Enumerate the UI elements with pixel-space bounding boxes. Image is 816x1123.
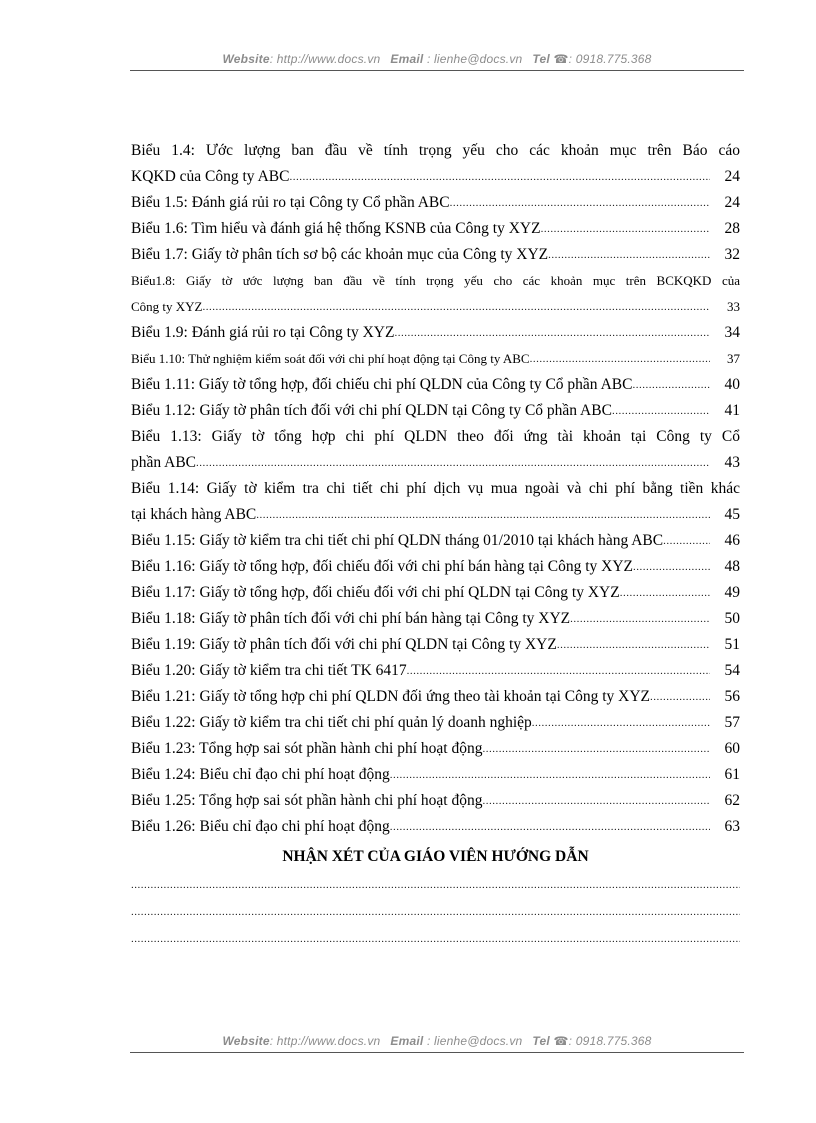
leader-dots	[633, 554, 710, 580]
header-tel-value: : 0918.775.368	[568, 52, 652, 66]
header-tel-label: Tel	[532, 52, 550, 66]
leader-dots	[450, 190, 710, 216]
toc-entry-text: Biểu 1.24: Biểu chỉ đạo chi phí hoạt động	[131, 766, 390, 783]
comment-line	[131, 926, 740, 953]
toc-entry-text: Biểu 1.17: Giấy tờ tổng hợp, đối chiếu đối với chi phí QLDN tại Công ty XYZ	[131, 584, 620, 601]
footer-email-value[interactable]: : lienhe@docs.vn	[426, 1034, 523, 1048]
toc-entry-page: 40	[724, 376, 740, 393]
leader-dots	[289, 164, 710, 190]
footer-email-label: Email	[390, 1034, 424, 1048]
leader-dots	[390, 762, 710, 788]
footer-tel-label: Tel	[532, 1034, 550, 1048]
leader-dots	[570, 606, 710, 632]
toc-entry[interactable]	[131, 320, 740, 346]
toc-entry[interactable]	[131, 190, 740, 216]
toc-entry-page: 45	[724, 506, 740, 523]
toc-entry-text: Biểu 1.5: Đánh giá rủi ro tại Công ty Cổ phần ABC	[131, 194, 450, 211]
comment-line	[131, 899, 740, 926]
footer-rule	[130, 1052, 744, 1053]
toc-entry-text: Biểu 1.16: Giấy tờ tổng hợp, đối chiếu đối với chi phí bán hàng tại Công ty XYZ	[131, 558, 634, 575]
toc-entry[interactable]	[131, 710, 740, 736]
leader-dots	[390, 814, 710, 840]
toc-entry[interactable]	[131, 138, 740, 190]
toc-entry-page: 63	[724, 818, 740, 835]
toc-entry-text: Biểu 1.13: Giấy tờ tổng hợp chi phí QLDN theo đối ứng tài khoản tại Công ty Cổ	[131, 428, 740, 445]
toc-entry-text-cont: Công ty XYZ	[131, 299, 203, 314]
page-footer	[130, 1034, 744, 1048]
toc-entry-page: 49	[724, 584, 740, 601]
leader-dots	[620, 580, 710, 606]
header-email-label: Email	[390, 52, 424, 66]
toc-entry-text: Biểu 1.23: Tổng hợp sai sót phần hành chi phí hoạt động	[131, 740, 483, 757]
toc-entry-page: 33	[727, 299, 740, 314]
header-email-value[interactable]: : lienhe@docs.vn	[426, 52, 523, 66]
toc-entry-page: 61	[724, 766, 740, 783]
toc-entry[interactable]	[131, 242, 740, 268]
toc-entry-text: Biểu 1.6: Tìm hiểu và đánh giá hệ thống KSNB của Công ty XYZ	[131, 220, 541, 237]
toc-entry-page: 54	[724, 662, 740, 679]
footer-website-value[interactable]: : http://www.docs.vn	[269, 1034, 381, 1048]
leader-dots	[407, 658, 710, 684]
leader-dots	[256, 502, 710, 528]
page-header	[130, 52, 744, 66]
toc-entry-page: 57	[724, 714, 740, 731]
phone-icon: ☎	[553, 52, 569, 66]
toc-entry[interactable]	[131, 788, 740, 814]
toc-entry-page: 43	[724, 454, 740, 471]
leader-dots	[612, 398, 710, 424]
toc-entry-text: Biểu 1.18: Giấy tờ phân tích đối với chi phí bán hàng tại Công ty XYZ	[131, 610, 571, 627]
toc-entry-text: Biểu 1.10: Thử nghiệm kiểm soát đối với chi phí hoạt động tại Công ty ABC	[131, 351, 530, 366]
toc-entry[interactable]	[131, 372, 740, 398]
toc-entry[interactable]	[131, 398, 740, 424]
toc-entry-text-cont: KQKD của Công ty ABC	[131, 168, 290, 185]
toc-entry[interactable]	[131, 580, 740, 606]
toc-entry-text: Biểu1.8: Giấy tờ ước lượng ban đầu về tính trọng yếu cho các khoản mục trên BCKQKD của	[131, 273, 740, 288]
toc-entry-text: Biểu 1.22: Giấy tờ kiểm tra chi tiết chi phí quản lý doanh nghiệp	[131, 714, 532, 731]
toc-entry[interactable]	[131, 476, 740, 528]
leader-dots	[203, 294, 711, 320]
toc-entry-text: Biểu 1.25: Tổng hợp sai sót phần hành chi phí hoạt động	[131, 792, 483, 809]
toc-entry[interactable]	[131, 424, 740, 476]
toc-entry-page: 46	[724, 532, 740, 549]
leader-dots	[650, 684, 710, 710]
leader-dots	[541, 216, 710, 242]
leader-dots	[557, 632, 710, 658]
toc-entry-page: 60	[724, 740, 740, 757]
toc-entry-text: Biểu 1.11: Giấy tờ tổng hợp, đối chiếu chi phí QLDN của Công ty Cổ phần ABC	[131, 376, 633, 393]
toc-entry[interactable]	[131, 554, 740, 580]
toc-entry-page: 24	[724, 168, 740, 185]
toc-entry-page: 37	[727, 351, 740, 366]
toc-entry[interactable]	[131, 684, 740, 710]
toc-entry[interactable]	[131, 268, 740, 320]
toc-entry[interactable]	[131, 346, 740, 372]
leader-dots	[530, 346, 710, 372]
toc-entry-text: Biểu 1.20: Giấy tờ kiểm tra chi tiết TK 6417	[131, 662, 407, 679]
header-website-label: Website	[222, 52, 270, 66]
phone-icon: ☎	[553, 1034, 569, 1048]
comments-heading: NHẬN XÉT CỦA GIÁO VIÊN HƯỚNG DẪN	[282, 848, 589, 865]
leader-dots	[482, 788, 710, 814]
toc-entry-text: Biểu 1.4: Ước lượng ban đầu về tính trọng yếu cho các khoản mục trên Báo cáo	[131, 142, 740, 159]
toc-entry[interactable]	[131, 736, 740, 762]
toc-entry-text: Biểu 1.21: Giấy tờ tổng hợp chi phí QLDN đối ứng theo tài khoản tại Công ty XYZ	[131, 688, 651, 705]
toc-entry-page: 41	[724, 402, 740, 419]
toc-entry-page: 48	[724, 558, 740, 575]
toc-entry-page: 34	[724, 324, 740, 341]
toc-entry-text-cont: phần ABC	[131, 454, 197, 471]
comment-line	[131, 872, 740, 899]
footer-website-label: Website	[222, 1034, 270, 1048]
leader-dots	[532, 710, 710, 736]
toc-entry[interactable]	[131, 528, 740, 554]
leader-dots	[196, 450, 710, 476]
toc-entry-text: Biểu 1.7: Giấy tờ phân tích sơ bộ các khoản mục của Công ty XYZ	[131, 246, 549, 263]
toc-entry-page: 32	[724, 246, 740, 263]
toc-entry-text: Biểu 1.9: Đánh giá rủi ro tại Công ty XYZ	[131, 324, 395, 341]
header-rule	[130, 70, 744, 71]
footer-tel-value: : 0918.775.368	[568, 1034, 652, 1048]
toc-entry[interactable]	[131, 606, 740, 632]
toc-entry[interactable]	[131, 762, 740, 788]
leader-dots	[482, 736, 710, 762]
leader-dots	[663, 528, 710, 554]
toc-entry[interactable]	[131, 632, 740, 658]
toc-entry-page: 28	[724, 220, 740, 237]
leader-dots	[548, 242, 710, 268]
toc-entry-text: Biểu 1.12: Giấy tờ phân tích đối với chi phí QLDN tại Công ty Cổ phần ABC	[131, 402, 612, 419]
toc-entry-text: Biểu 1.15: Giấy tờ kiểm tra chi tiết chi phí QLDN tháng 01/2010 tại khách hàng ABC	[131, 532, 664, 549]
leader-dots	[632, 372, 710, 398]
toc-entry-page: 56	[724, 688, 740, 705]
toc-entry-page: 51	[724, 636, 740, 653]
toc-entry-text: Biểu 1.14: Giấy tờ kiểm tra chi tiết chi phí dịch vụ mua ngoài và chi phí bằng tiền khác	[131, 480, 740, 497]
toc-entry-page: 62	[724, 792, 740, 809]
toc-entry[interactable]	[131, 658, 740, 684]
toc-entry-page: 24	[724, 194, 740, 211]
table-of-figures	[131, 138, 740, 953]
toc-entry-text-cont: tại khách hàng ABC	[131, 506, 257, 523]
leader-dots	[394, 320, 710, 346]
toc-entry[interactable]	[131, 814, 740, 840]
toc-entry-text: Biểu 1.26: Biểu chỉ đạo chi phí hoạt động	[131, 818, 390, 835]
toc-entry-text: Biểu 1.19: Giấy tờ phân tích đối với chi phí QLDN tại Công ty XYZ	[131, 636, 557, 653]
header-website-value[interactable]: : http://www.docs.vn	[269, 52, 381, 66]
toc-entry[interactable]	[131, 216, 740, 242]
toc-entry-page: 50	[724, 610, 740, 627]
